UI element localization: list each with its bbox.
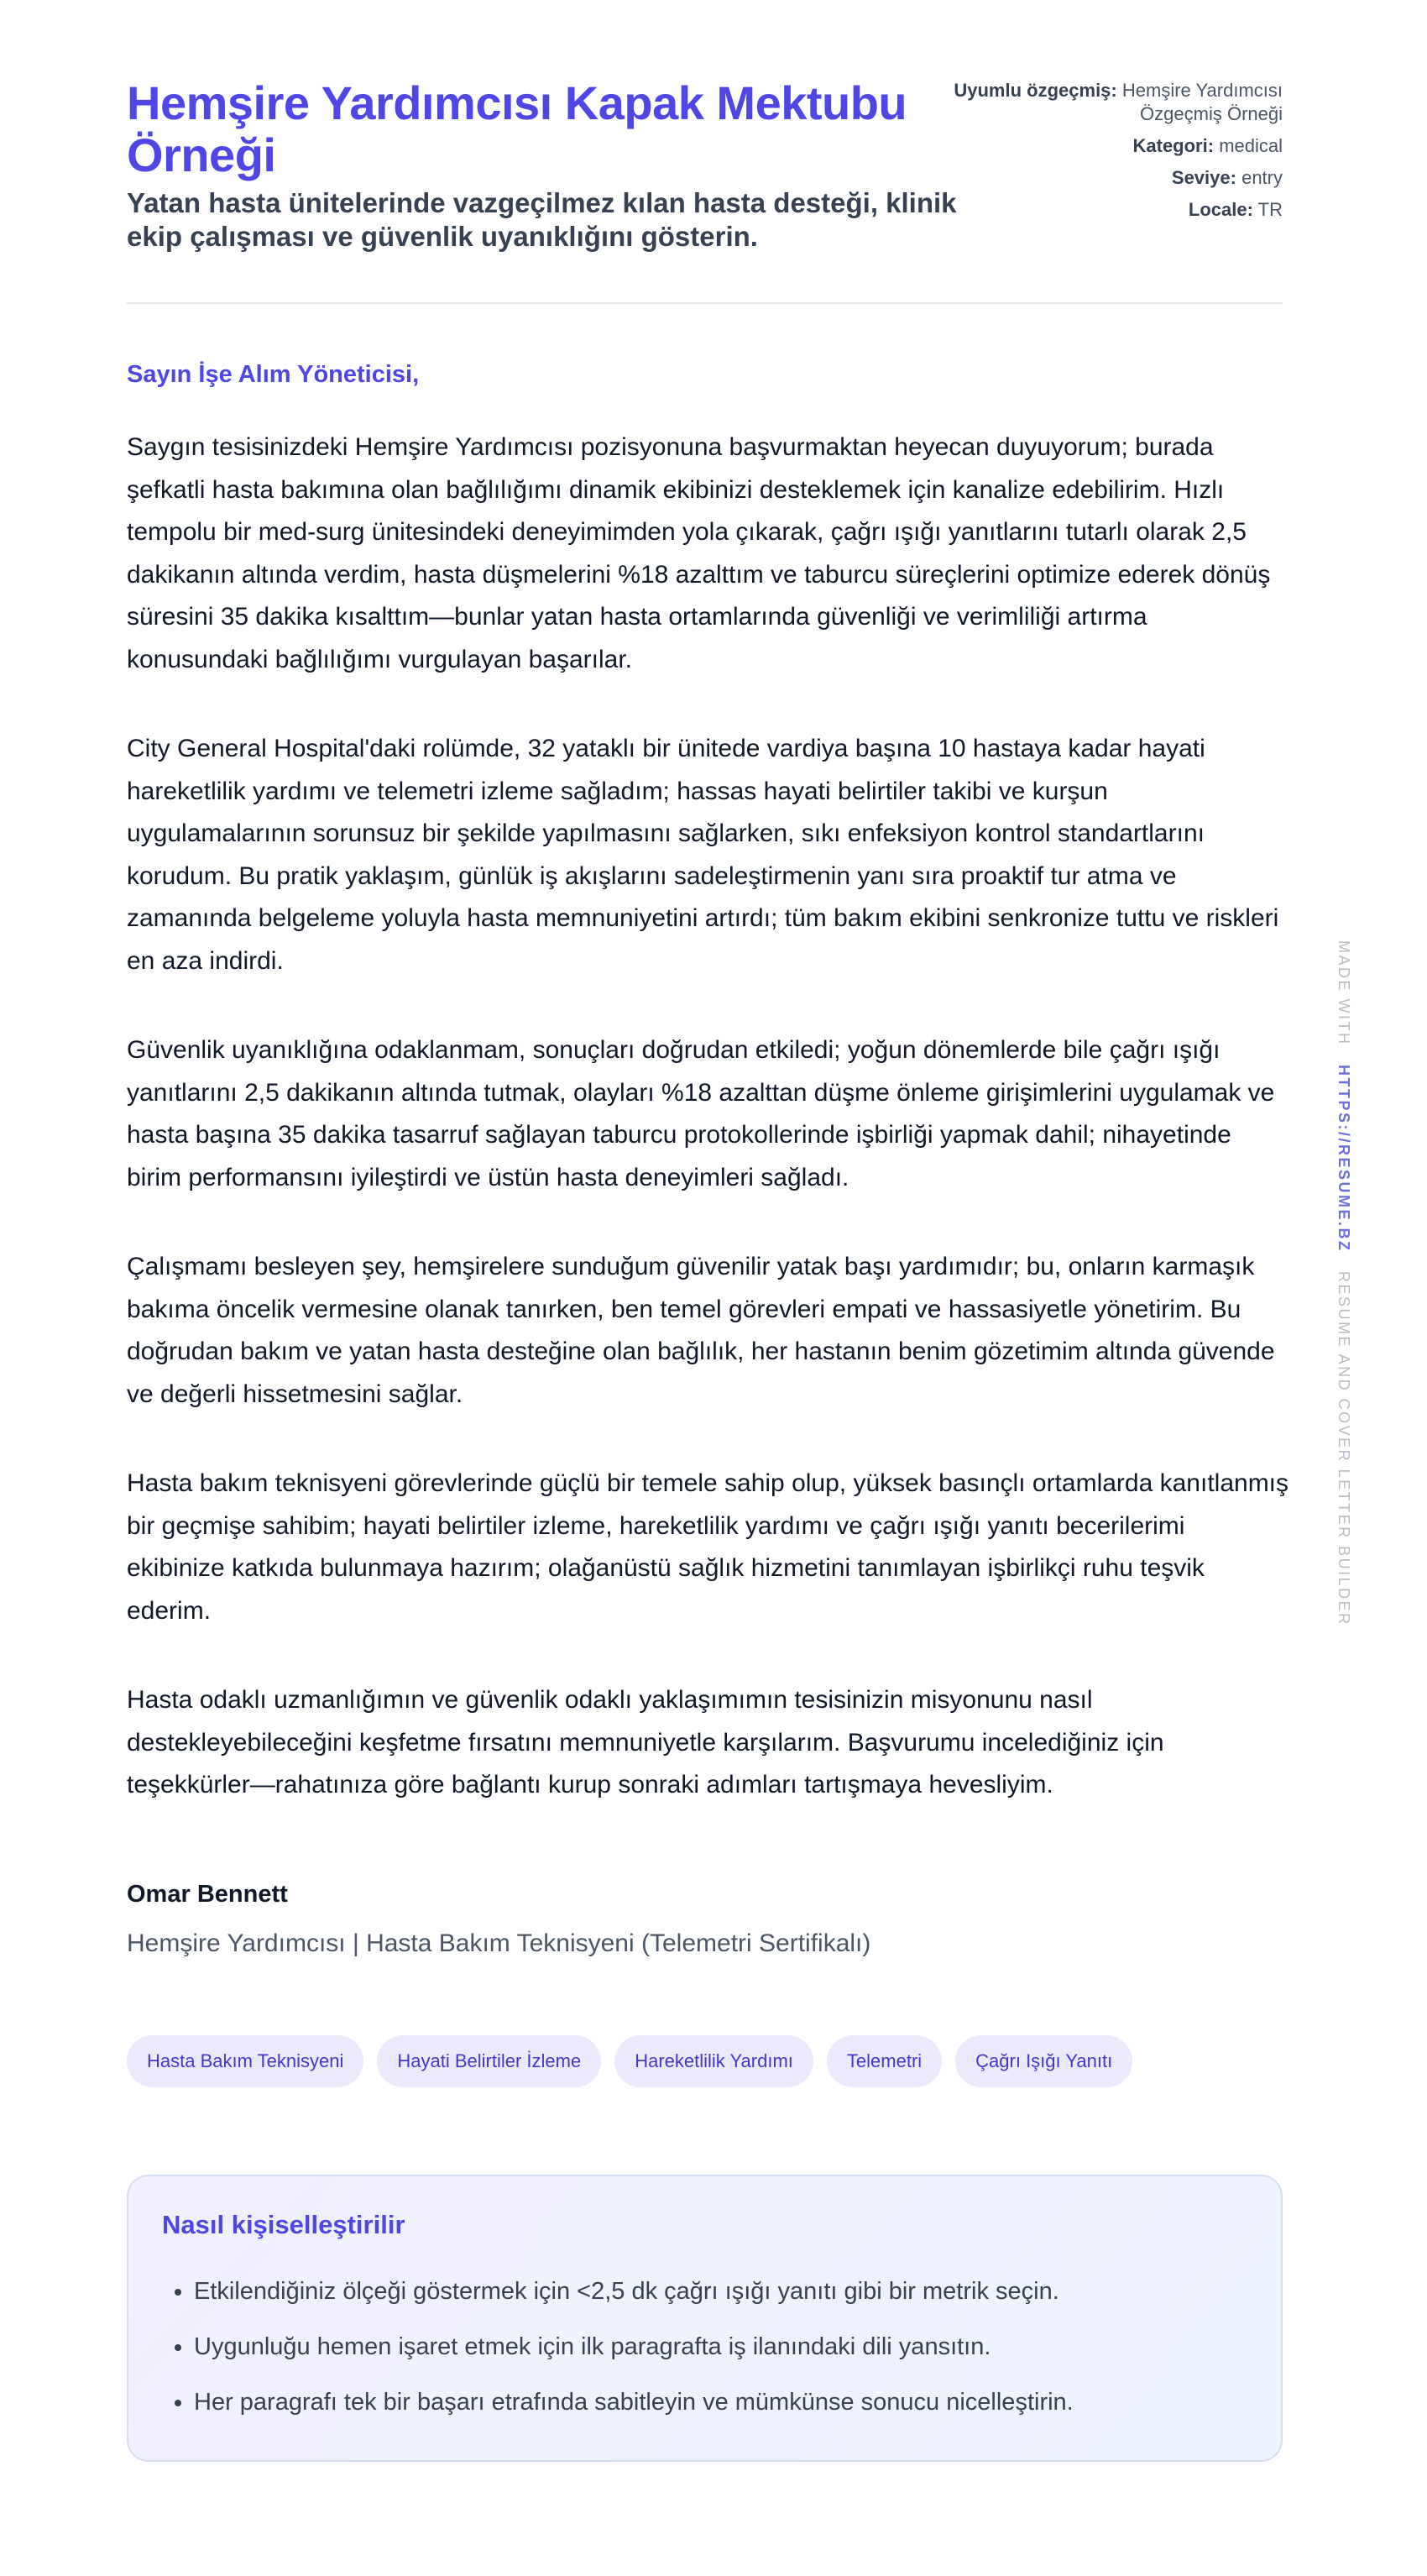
tips-title: Nasıl kişiselleştirilir xyxy=(162,2210,405,2239)
tips-list xyxy=(162,2264,1247,2430)
page-title: Hemşire Yardımcısı Kapak Mektubu Örneği xyxy=(127,76,907,181)
meta-category xyxy=(930,134,1283,158)
page-subtitle: Yatan hasta ünitelerinde vazgeçilmez kılan hasta desteği, klinik ekip çalışması ve güvenlik uyanıklığını gösterin. xyxy=(127,187,957,252)
skill-tag: Telemetri xyxy=(827,2035,942,2087)
letter-paragraph: Hasta odaklı uzmanlığımın ve güvenlik odaklı yaklaşımımın tesisinizin misyonunu nasıl destekleyebileceğini keşfetme fırsatını memnuniyetle karşılarım. Başvurumu incelediğiniz için teşekkürler—rahatınıza göre bağlantı kurup sonraki adımları tartışmaya hevesliyim. xyxy=(127,1686,1164,1798)
skill-tag: Hasta Bakım Teknisyeni xyxy=(127,2035,363,2087)
meta-locale xyxy=(930,198,1283,222)
letter-greeting: Sayın İşe Alım Yöneticisi, xyxy=(127,361,420,388)
tip-item: • Her paragrafı tek bir başarı etrafında sabitleyin ve mümkünse sonucu nicelleştirin. xyxy=(194,2374,1247,2430)
banner-suffix: RESUME AND COVER LETTER BUILDER xyxy=(1336,1271,1352,1626)
banner-prefix: MADE WITH xyxy=(1336,940,1352,1046)
meta-value: medical xyxy=(1219,135,1283,156)
letter-paragraph: Hasta bakım teknisyeni görevlerinde güçlü bir temele sahip olup, yüksek basınçlı ortamlarda kanıtlanmış bir geçmişe sahibim; hayati belirtiler izleme, hareketlilik yardımı ve çağrı ışığı yanıtı becerilerimi ekibinize katkıda bulunmaya hazırım; olağanüstü sağlık hizmetini tanımlayan işbirlikçi ruhu teşvik ederim. xyxy=(127,1469,1289,1625)
meta-label: Kategori: xyxy=(1132,135,1215,156)
signature-title: Hemşire Yardımcısı | Hasta Bakım Teknisyeni (Telemetri Sertifikalı) xyxy=(127,1929,871,1957)
skill-tag: Çağrı Işığı Yanıtı xyxy=(955,2035,1132,2087)
meta-resume xyxy=(930,79,1283,126)
meta-label: Locale: xyxy=(1188,199,1253,220)
tip-item: • Etkilendiğiniz ölçeği göstermek için <2,5 dk çağrı ışığı yanıtı gibi bir metrik seçin. xyxy=(194,2264,1247,2319)
skill-tags xyxy=(127,2035,1132,2087)
meta-label: Uyumlu özgeçmiş: xyxy=(954,80,1117,101)
letter-paragraph: City General Hospital'daki rolümde, 32 yataklı bir ünitede vardiya başına 10 hastaya kadar hayati hareketlilik yardımı ve telemetri izleme sağladım; hassas hayati belirtiler takibi ve kurşun uygulamalarının sorunsuz bir şekilde yapılmasını sağlarken, sıkı enfeksiyon kontrol standartlarını korudum. Bu pratik yaklaşım, günlük iş akışlarını sadeleştirmenin yanı sıra proaktif tur atma ve zamanında belgeleme yoluyla hasta memnuniyetini artırdı; tüm bakım ekibini senkronize tuttu ve riskleri en aza indirdi. xyxy=(127,735,1279,975)
side-banner xyxy=(1335,940,1352,1626)
banner-link[interactable]: HTTPS://RESUME.BZ xyxy=(1336,1065,1352,1253)
letter-body xyxy=(127,427,1289,1854)
meta-level xyxy=(930,166,1283,190)
letter-paragraph: Güvenlik uyanıklığına odaklanmam, sonuçları doğrudan etkiledi; yoğun dönemlerde bile çağrı ışığı yanıtlarını 2,5 dakikanın altında tutmak, olayları %18 azalttan düşme önleme girişimlerini uygulamak ve hasta başına 35 dakika tasarruf sağlayan taburcu protokollerinde işbirliği yapmak dahil; nihayetinde birim performansını iyileştirdi ve üstün hasta deneyimleri sağladı. xyxy=(127,1036,1275,1191)
customization-tips xyxy=(127,2175,1283,2462)
letter-paragraph: Çalışmamı besleyen şey, hemşirelere sunduğum güvenilir yatak başı yardımıdır; bu, onların karmaşık bakıma öncelik vermesine olanak tanırken, ben temel görevleri empati ve hassasiyetle yönetirim. Bu doğrudan bakım ve yatan hasta desteğine olan bağlılık, her hastanın benim gözetimim altında güvende ve değerli hissetmesini sağlar. xyxy=(127,1253,1275,1408)
skill-tag: Hareketlilik Yardımı xyxy=(614,2035,813,2087)
signature-name: Omar Bennett xyxy=(127,1881,288,1908)
meta-value: entry xyxy=(1241,167,1283,188)
meta-info xyxy=(930,79,1283,230)
skill-tag: Hayati Belirtiler İzleme xyxy=(377,2035,601,2087)
tip-item: • Uygunluğu hemen işaret etmek için ilk paragrafta iş ilanındaki dili yansıtın. xyxy=(194,2319,1247,2374)
meta-label: Seviye: xyxy=(1171,167,1236,188)
meta-value[interactable]: Hemşire Yardımcısı Özgeçmiş Örneği xyxy=(1121,80,1283,124)
page-header xyxy=(127,77,1283,304)
letter-paragraph: Saygın tesisinizdeki Hemşire Yardımcısı pozisyonuna başvurmaktan heyecan duyuyorum; burada şefkatli hasta bakımına olan bağlılığımı dinamik ekibinizi desteklemek için kanalize edebilirim. Hızlı tempolu bir med-surg ünitesindeki deneyimimden yola çıkarak, çağrı ışığı yanıtlarını tutarlı olarak 2,5 dakikanın altında verdim, hasta düşmelerini %18 azalttım ve taburcu süreçlerini optimize ederek dönüş süresini 35 dakika kısalttım—bunlar yatan hasta ortamlarında güvenliği ve verimliliği artırma konusundaki bağlılığımı vurgulayan başarılar. xyxy=(127,433,1271,673)
meta-value: TR xyxy=(1257,199,1283,220)
